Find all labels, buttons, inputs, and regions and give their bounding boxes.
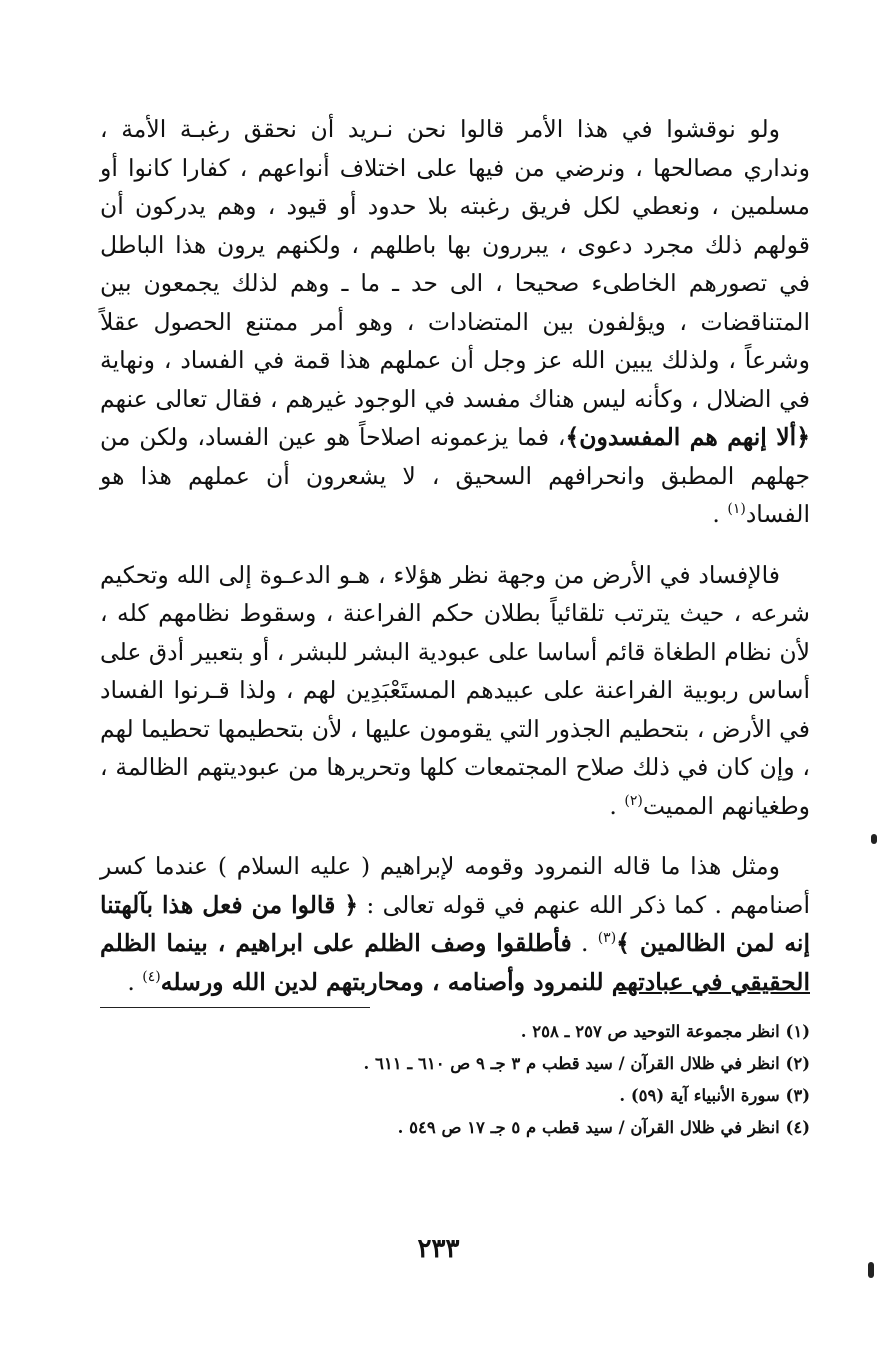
footnote-reference: (٤) [142, 968, 161, 985]
footnote-2: (٢) انظر في ظلال القرآن / سيد قطب م ٣ جـ ٩ ص ٦١٠ ـ ٦١١ . [363, 1054, 810, 1073]
bold-text: ﴿ألا إنهم هم المفسدون﴾ [565, 423, 810, 451]
paragraph-1 [100, 110, 810, 534]
text-segment: فالإفساد في الأرض من وجهة نظر هؤلاء ، هـو الدعـوة إلى الله وتحكيم شرعه ، حيث يترتب تلقائياً بطلان حكم الفراعنة ، وسقوط نظامهم كله ، لأن نظام الطغاة قائم أساسا على عبودية البشر للبشر ، أو بتعبير أدق على أساس ربوبية الفراعنة على عبيدهم المستَعْبَدِين لهم ، ولذا قـرنوا الفساد في الأرض ، بتحطيم الجذور التي يقومون عليها ، لأن بتحطيمها تحطيما لهم ، وإن كان في ذلك صلاح المجتمعات كلها وتحريرها من عبوديتهم الظالمة ، وطغيانهم المميت [100, 560, 810, 820]
page-number: ٢٣٣ [417, 1234, 460, 1264]
bold-text: فأطلقوا وصف الظلم على ابراهيم ، بينما الظلم [100, 929, 572, 957]
footnote-reference: (٣) [597, 930, 617, 947]
bold-text: للنمرود وأصنامه ، ومحاربتهم لدين الله ورسله [160, 967, 612, 996]
main-text [100, 110, 810, 1001]
margin-mark [868, 1262, 874, 1278]
text-segment: . [571, 929, 598, 957]
footnote-1: (١) انظر مجموعة التوحيد ص ٢٥٧ ـ ٢٥٨ . [520, 1022, 810, 1041]
paragraph-2 [100, 556, 810, 826]
footnote-separator-wrap [100, 1007, 810, 1008]
footnotes-list [100, 1016, 810, 1144]
text-segment: ، فما يزعمونه اصلاحاً هو عين الفساد، ولكن من جهلهم المطبق وانحرافهم السحيق ، لا يشعرون أن عملهم هذا هو الفساد [100, 423, 810, 528]
footnote-reference: (٢) [624, 792, 643, 809]
margin-mark [871, 834, 877, 844]
text-segment: ولو نوقشوا في هذا الأمر قالوا نحن نـريد أن نحقق رغبـة الأمة ، ونداري مصالحها ، ونرضي من فيها على اختلاف أنواعهم ، كفارا كانوا أو مسلمين ، ونعطي لكل فريق رغبته بلا حدود أو قيود ، وهم يدركون أن قولهم ذلك مجرد دعوى ، يبررون بها باطلهم ، ولكنهم يرون هذا الباطل في تصورهم الخاطىء صحيحا ، الى حد ـ ما ـ وهم لذلك يجمعون بين المتناقضات ، ويؤلفون بين المتضادات ، وهو أمر ممتنع الحصول عقلاً وشرعاً ، ولذلك يبين الله عز وجل أن عملهم هذا قمة في الفساد ، ونهاية في الضلال ، وكأنه ليس هناك مفسد في الوجود غيرهم ، فقال تعالى عنهم [100, 115, 810, 413]
page-body [100, 110, 810, 1144]
text-segment: . [712, 500, 728, 528]
footnote-reference: (١) [727, 501, 746, 518]
text-segment: ومثل هذا ما قاله النمرود وقومه لإبراهيم ( عليه السلام ) عندما كسر أصنامهم . كما ذكر الله عنهم في قوله تعالى : [100, 852, 811, 919]
bold-text: ﴿ قالوا من فعل هذا بآلهتنا إنه لمن الظالمين ﴾ [100, 890, 810, 957]
underlined-text: الحقيقي في عبادتهم [611, 967, 810, 996]
footnote-3: (٣) سورة الأنبياء آية (٥٩) . [619, 1086, 810, 1105]
paragraph-3 [100, 847, 810, 1001]
text-segment: . [127, 967, 143, 996]
footnote-4: (٤) انظر في ظلال القرآن / سيد قطب م ٥ جـ ١٧ ص ٥٤٩ . [397, 1118, 810, 1137]
footnote-separator [100, 1007, 370, 1008]
text-segment: . [609, 791, 625, 820]
